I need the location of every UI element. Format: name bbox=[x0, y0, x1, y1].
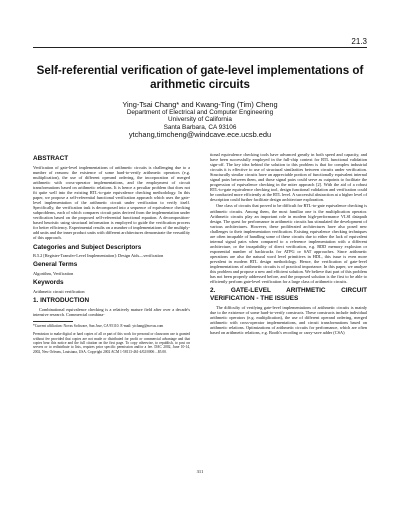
header-rule bbox=[33, 47, 367, 48]
left-column bbox=[33, 152, 190, 355]
page-number-bottom: 311 bbox=[196, 469, 204, 474]
footnote-rule bbox=[33, 321, 73, 322]
terms-heading: General Terms bbox=[33, 261, 78, 269]
abstract-text: Verification of gate-level implementations of arithmetic circuits is challenging due to a number of reasons: the existence of some hard-to-verify arithmetic operators (e.g. multiplication), the use of different operand ordering, the incorporation of merged arithmetic with cross-operator implementations, and the employment of circuit transformations based on arithmetic relations. It is hence a peculiar problem that does not fit quite well into the existing RTL-to-gate equivalence checking methodology. In this paper, we propose a self-referential functional verification approach which uses the gate-level implementation of the arithmetic circuit under verification to verify itself. Specifically, the verification task is decomposed into a sequence of equivalence checking subproblems, each of which compares circuit pairs derived from the implementation under verification based on the proposed self-referential functional equation. A decomposition-based heuristic using structural information is employed to guide the verification process for better efficiency. Experimental results on a number of implementations of the multiply-add units and the inner product units with different architectures demonstrate the versatility of this approach. bbox=[33, 164, 190, 241]
author-block bbox=[20, 101, 380, 139]
author-city: Santa Barbara, CA 93106 bbox=[163, 123, 237, 131]
introduction-text: Combinational equivalence checking is a relatively mature field after over a decade's intensive research. Commercial combina- bbox=[33, 306, 190, 317]
author-email: ytchang,timcheng@windcave.ece.ucsb.edu bbox=[128, 130, 272, 140]
introduction-heading: 1. INTRODUCTION bbox=[33, 297, 90, 305]
intro-continued-paragraph: tional equivalence checking tools have advanced greatly in both speed and capacity, and have been successfully employed in the full-chip context for RTL functional validation sign-off. The key idea behind the solution to this problem is that for complex industrial circuits it is effective to use of structural similarities between circuits under verification. Structurally similar circuits have an appreciable portion of functionally equivalent internal signal pairs between them, and those signal pairs could serve as cutpoints to facilitate the progression of equivalence checking in the miter approach [2]. With the aid of a robust RTL-to-gate equivalence checking tool, design functional validation and verification could be conducted more efficiently at the RTL level. A successful abstraction at a higher level of description could further facilitate design architecture exploration. bbox=[210, 152, 367, 203]
categories-heading: Categories and Subject Descriptors bbox=[33, 243, 142, 251]
affiliation-footnote: *Current affiliation: Novas Software, San Jose, CA 95110. E-mail: ytchang@novas.com bbox=[33, 323, 164, 328]
section-2-heading: 2. GATE-LEVEL ARITHMETIC CIRCUIT VERIFICATION - THE ISSUES bbox=[210, 287, 367, 303]
author-university: University of California bbox=[168, 116, 232, 124]
intro-paragraph-2: One class of circuits that proved to be difficult for RTL-to-gate equivalence checking is arithmetic circuits. Among them, the most familiar one is the multiplication operator. Arithmetic circuits play an important role in modern high-performance VLSI datapath design. The quest for performance in arithmetic circuits has stimulated the development of various architectures. However, these proliferated architectures have also posed new challenges to their implementation verification. Existing equivalence checking techniques are often incapable of handling some of these circuits due to either the lack of equivalent internal signal pairs when compared to a reference implementation with a different architecture, or the incapability of direct verification, e.g. BDD memory explosion or exponential number of backtracks for ATPG or SAT approaches. Since arithmetic operations are also the natural word level primitives in HDL, this issue is even more prevalent in modern RTL design methodology. Hence, the verification of gate-level implementations of arithmetic circuits is of practical importance. In this paper, we analyze this problem and propose a new and efficient solution. We believe that part of this problem has not been properly addressed before, and the proposed solution is the first to be able to efficiently perform gate-level verification for a large class of arithmetic circuits. bbox=[210, 203, 367, 285]
terms-text: Algorithm, Verification bbox=[33, 271, 74, 277]
author-department: Department of Electrical and Computer Engineering bbox=[126, 108, 274, 116]
right-column bbox=[210, 152, 367, 336]
categories-text: B.5.2 [Register-Transfer-Level Implementation]: Design Aids—verification bbox=[33, 253, 164, 259]
paper-title: Self-referential verification of gate-level implementations of arithmetic circuits bbox=[36, 64, 364, 91]
abstract-heading: ABSTRACT bbox=[33, 155, 69, 162]
keywords-heading: Keywords bbox=[33, 279, 64, 287]
permission-notice: Permission to make digital or hard copies of all or part of this work for personal or classroom use is granted without fee provided that copies are not made or distributed for profit or commercial advantage and that copies bear this notice and the full citation on the first page. To copy otherwise, to republish, to post on servers or to redistribute to lists, requires prior specific permission and/or a fee. DAC 2002, June 10-14, 2002, New Orleans, Louisiana, USA. Copyright 2002 ACM 1-58113-461-4/02/0006 ...$5.00. bbox=[33, 332, 190, 354]
page-number-top: 21.3 bbox=[351, 37, 367, 46]
author-names: Ying-Tsai Chang* and Kwang-Ting (Tim) Cheng bbox=[122, 100, 278, 109]
section-2-text: The difficulty of verifying gate-level implementations of arithmetic circuits is mainly due to the existence of some hard-to-verify constructs. These constructs include individual arithmetic operators (e.g. multiplication), the use of different operand ordering, merged arithmetic with cross-operator implementations, and circuit transformations based on arithmetic relations. Optimizations of arithmetic circuits for performance, which are often based on arithmetic relations, e.g. Booth's recoding or carry-save adder (CSA) bbox=[210, 304, 367, 336]
keywords-text: Arithmetic circuit verification bbox=[33, 288, 85, 294]
